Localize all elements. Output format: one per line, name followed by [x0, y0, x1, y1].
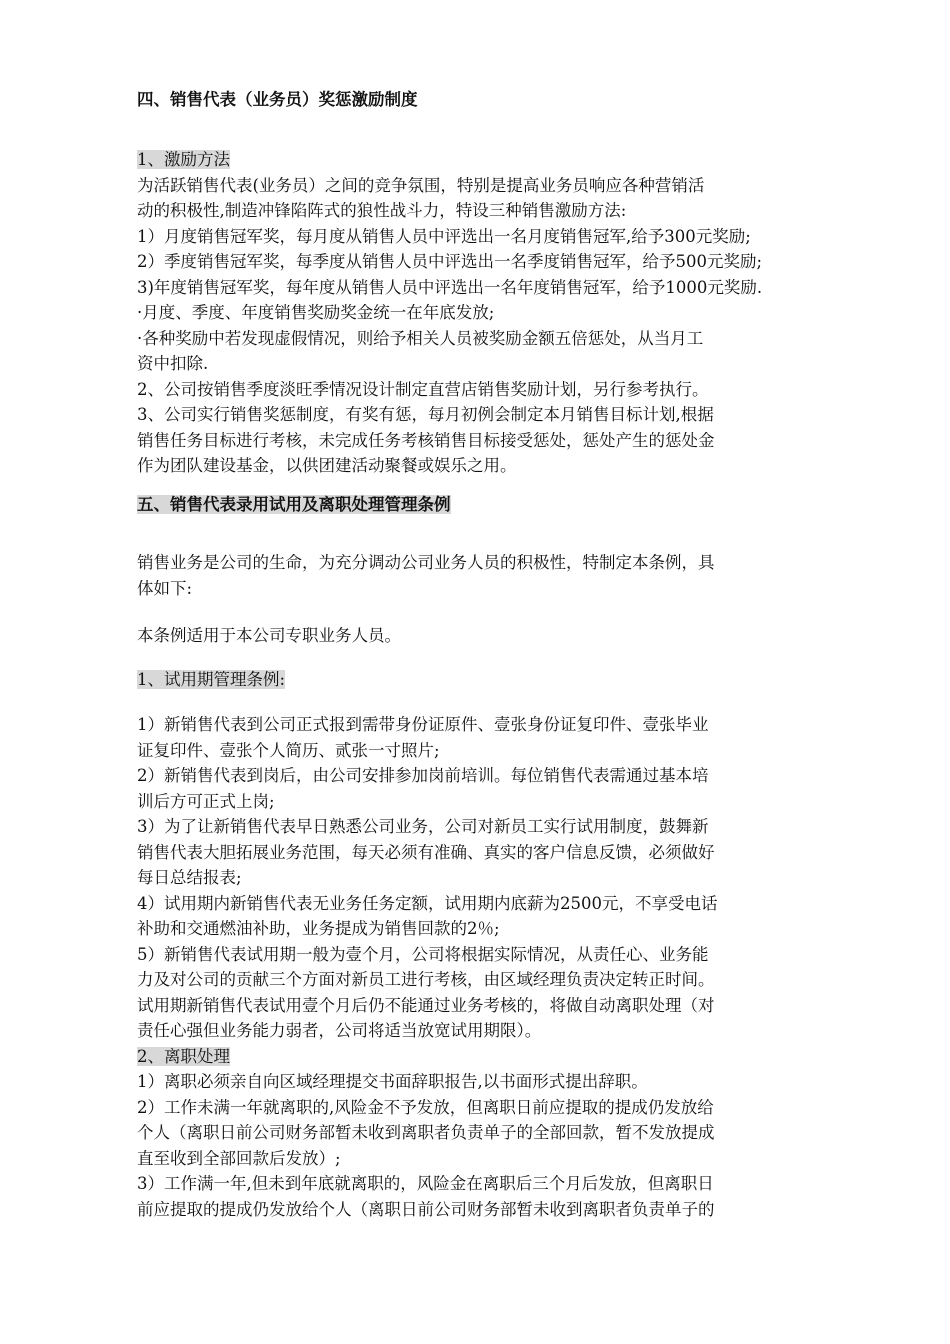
- paragraph-line: 3)年度销售冠军奖，每年度从销售人员中评选出一名年度销售冠军，给予1000元奖励.: [137, 277, 763, 297]
- paragraph-line: 作为团队建设基金，以供团建活动聚餐或娱乐之用。: [137, 456, 517, 475]
- paragraph-line: 试用期新销售代表试用壹个月后仍不能通过业务考核的，将做自动离职处理（对: [137, 995, 715, 1015]
- paragraph-line: 销售任务目标进行考核，未完成任务考核销售目标接受惩处，惩处产生的惩处金: [137, 430, 715, 450]
- paragraph-line: 3、公司实行销售奖惩制度，有奖有惩，每月初例会制定本月销售目标计划,根据: [137, 405, 714, 424]
- paragraph-line: 销售代表大胆拓展业务范围，每天必须有准确、真实的客户信息反馈，必须做好: [137, 842, 715, 862]
- probation-heading: [137, 667, 815, 693]
- paragraph-line: 每日总结报表;: [137, 868, 242, 887]
- paragraph-line: 责任心强但业务能力弱者，公司将适当放宽试用期限）。: [137, 1021, 542, 1040]
- paragraph-line: 个人（离职日前公司财务部暂未收到离职者负责单子的全部回款，暂不发放提成: [137, 1123, 715, 1142]
- paragraph-line: 1）离职必须亲自向区域经理提交书面辞职报告,以书面形式提出辞职。: [137, 1072, 648, 1091]
- section5-scope: [137, 623, 815, 649]
- paragraph-line: 1）新销售代表到公司正式报到需带身份证原件、壹张身份证复印件、壹张毕业: [137, 715, 709, 734]
- section4-sub1: 1、激励方法: [137, 150, 230, 169]
- paragraph-line: 销售业务是公司的生命，为充分调动公司业务人员的积极性，特制定本条例，具: [137, 553, 715, 572]
- paragraph-line: 1）月度销售冠军奖，每月度从销售人员中评选出一名月度销售冠军,给予300元奖励;: [137, 226, 751, 246]
- paragraph-line: 2）工作未满一年就离职的,风险金不予发放，但离职日前应提取的提成仍发放给: [137, 1097, 714, 1117]
- paragraph-line: 补助和交通燃油补助，业务提成为销售回款的2％;: [137, 919, 500, 938]
- paragraph-line: 训后方可正式上岗;: [137, 791, 275, 811]
- section5-sub2: 2、离职处理: [137, 1046, 230, 1066]
- section4-title: [137, 88, 815, 112]
- paragraph-line: 本条例适用于本公司专职业务人员。: [137, 626, 401, 645]
- paragraph-line: 3）为了让新销售代表早日熟悉公司业务，公司对新员工实行试用制度，鼓舞新: [137, 817, 709, 836]
- section5-title: [137, 493, 815, 517]
- paragraph-line: 资中扣除.: [137, 354, 209, 373]
- paragraph-line: 为活跃销售代表(业务员）之间的竞争氛围，特别是提高业务员响应各种营销活: [137, 175, 705, 195]
- section5-heading: 五、销售代表录用试用及离职处理管理条例: [137, 495, 451, 514]
- section4-heading: 四、销售代表（业务员）奖惩激励制度: [137, 90, 418, 109]
- paragraph-line: 5）新销售代表试用期一般为壹个月，公司将根据实际情况，从责任心、业务能: [137, 944, 709, 964]
- section4-body: [137, 147, 815, 479]
- paragraph-line: 动的积极性,制造冲锋陷阵式的狼性战斗力，特设三种销售激励方法:: [137, 201, 627, 220]
- paragraph-line: 直至收到全部回款后发放）;: [137, 1148, 341, 1168]
- paragraph-line: 4）试用期内新销售代表无业务任务定额，试用期内底薪为2500元，不享受电话: [137, 893, 718, 913]
- paragraph-line: 2）季度销售冠军奖，每季度从销售人员中评选出一名季度销售冠军，给予500元奖励;: [137, 252, 763, 271]
- paragraph-line: 证复印件、壹张个人简历、贰张一寸照片;: [137, 740, 440, 760]
- paragraph-line: 3）工作满一年,但未到年底就离职的，风险金在离职后三个月后发放，但离职日: [137, 1174, 714, 1193]
- paragraph-line: 体如下:: [137, 578, 193, 598]
- paragraph-line: 2、公司按销售季度淡旺季情况设计制定直营店销售奖励计划，另行参考执行。: [137, 379, 709, 399]
- paragraph-line: 前应提取的提成仍发放给个人（离职日前公司财务部暂未收到离职者负责单子的: [137, 1199, 715, 1219]
- section5-sub1: 1、试用期管理条例:: [137, 670, 286, 689]
- paragraph-line: ·各种奖励中若发现虚假情况，则给予相关人员被奖励金额五倍惩处，从当月工: [137, 328, 704, 348]
- paragraph-line: 力及对公司的贡献三个方面对新员工进行考核，由区域经理负责决定转正时间。: [137, 970, 715, 989]
- paragraph-line: ·月度、季度、年度销售奖励奖金统一在年底发放;: [137, 303, 495, 322]
- probation-rules: [137, 712, 815, 1222]
- section5-intro: [137, 550, 815, 601]
- paragraph-line: 2）新销售代表到岗后，由公司安排参加岗前培训。每位销售代表需通过基本培: [137, 766, 709, 785]
